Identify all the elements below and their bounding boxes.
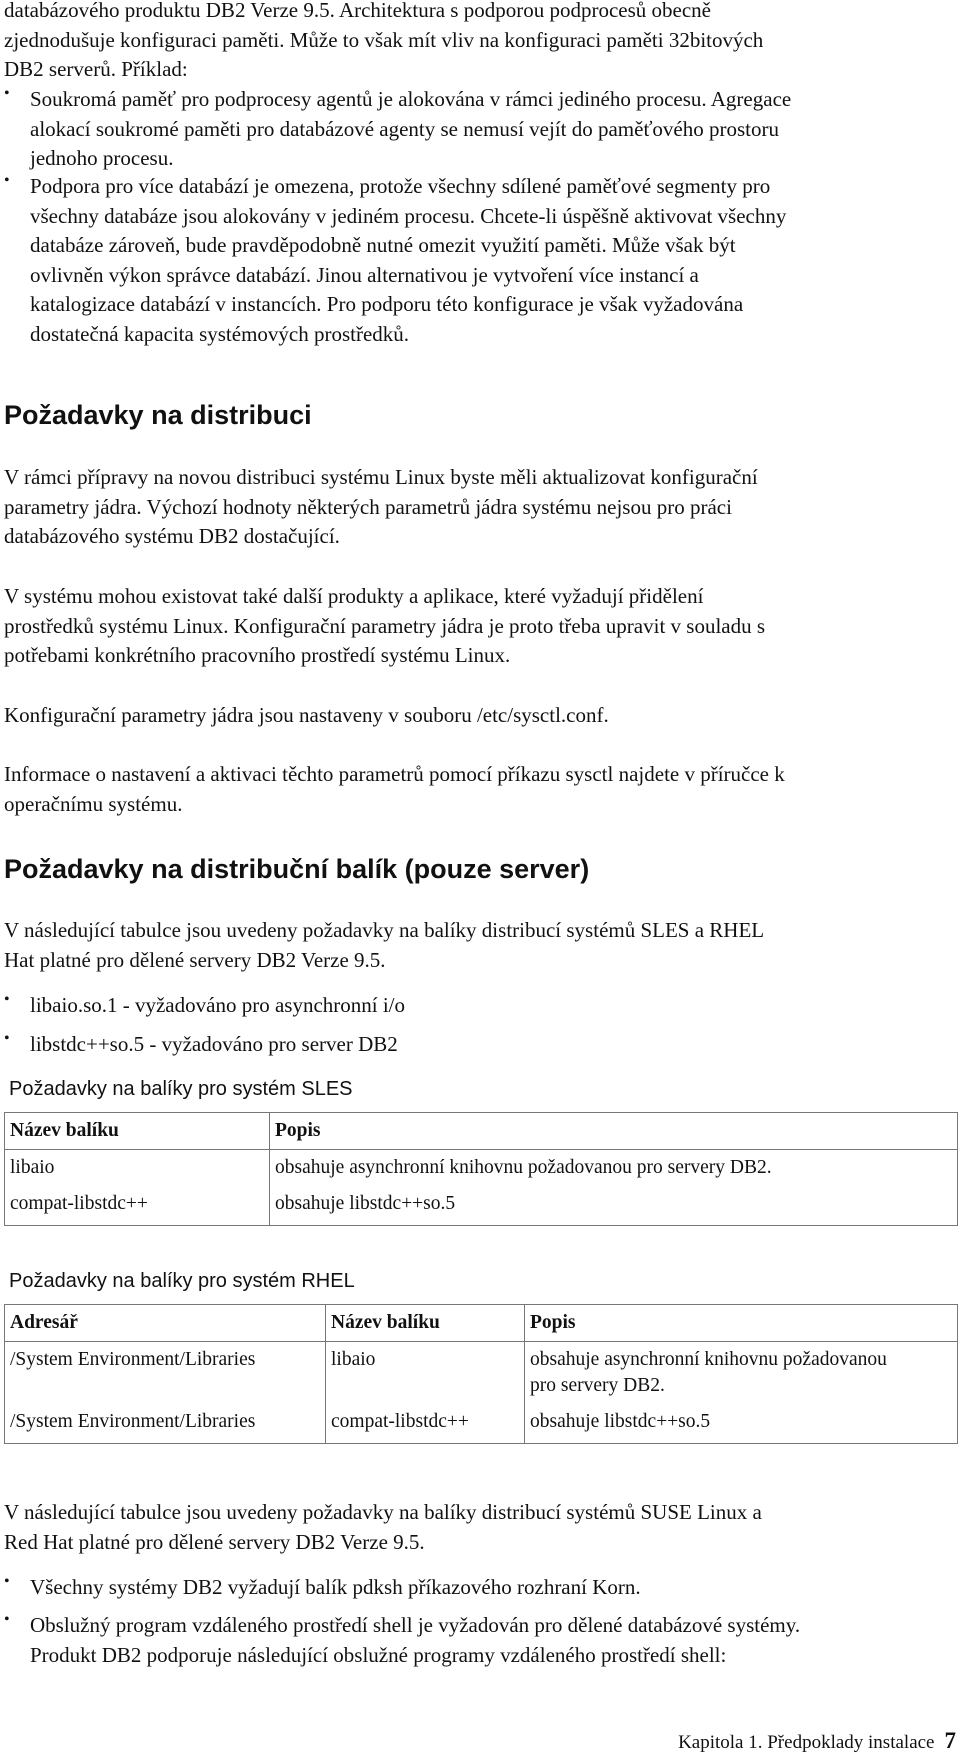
page-number: 7 [944,1728,956,1753]
intro-bullet-2 [4,172,956,349]
section3-bullet-2 [4,1611,956,1670]
bullet-line: databáze zároveň, bude pravděpodobně nutné omezit využití paměti. Může však být [30,233,736,257]
table-cell: libaio [326,1342,525,1405]
bullet-line: katalogizace databází v instancích. Pro podporu této konfigurace je však vyžadována [30,292,744,316]
section2-bullet-1 [4,991,956,1021]
bullet-line: • Všechny systémy DB2 vyžadují balík pdksh příkazového rozhraní Korn. [30,1575,641,1599]
intro-line: DB2 serverů. Příklad: [4,57,188,81]
bullet-line: alokací soukromé paměti pro databázové agenty se nemusí vejít do paměťového prostoru [30,116,779,141]
paragraph-line: potřebami konkrétního pracovního prostředí systému Linux. [4,643,511,667]
bullet-line: • libstdc++so.5 - vyžadováno pro server DB2 [30,1032,398,1056]
chapter-title: Kapitola 1. Předpoklady instalace [678,1732,935,1753]
bullet-line: Produkt DB2 podporuje následující obslužné programy vzdáleného prostředí shell: [30,1642,727,1667]
table-row [5,1342,958,1405]
bullet-line: všechny databáze jsou alokovány v jediném procesu. Chcete-li úspěšně aktivovat všechny [30,203,787,228]
intro-line: zjednodušuje konfiguraci paměti. Může to však mít vliv na konfiguraci paměti 32bitových [4,27,764,52]
intro-line: databázového produktu DB2 Verze 9.5. Architektura s podporou podprocesů obecně [4,0,711,22]
bullet-line: dostatečná kapacita systémových prostředků. [30,321,410,346]
section-heading: Požadavky na distribuční balík (pouze server) [4,854,590,884]
section1-paragraph-1 [4,463,956,552]
bullet-line: ovlivněn výkon správce databází. Jinou alternativou je vytvoření více instancí a [30,262,699,287]
table-row [5,1186,958,1226]
page-footer [678,1728,956,1754]
paragraph-line: prostředků systému Linux. Konfigurační parametry jádra je proto třeba upravit v souladu s [4,613,766,638]
section3-bullet-1 [4,1573,956,1603]
paragraph-line: Hat platné pro dělené servery DB2 Verze 9.5. [4,947,386,972]
table-cell: /System Environment/Libraries [5,1342,326,1405]
bullet-line: • libaio.so.1 - vyžadováno pro asynchronní i/o [30,993,406,1017]
bullet-line: jednoho procesu. [30,146,174,170]
table-header-cell: Adresář [5,1305,326,1342]
table-header-row [5,1305,958,1342]
section1-paragraph-4 [4,760,956,819]
table-header-cell: Název balíku [326,1305,525,1342]
table-cell: obsahuje libstdc++so.5 [270,1186,958,1226]
rhel-table [4,1304,958,1444]
paragraph-line: V následující tabulce jsou uvedeny požadavky na balíky distribucí systémů SLES a RHEL [4,918,765,942]
table-cell: compat-libstdc++ [326,1404,525,1444]
table-cell: libaio [5,1150,270,1187]
table-header-cell: Popis [525,1305,958,1342]
paragraph-line: operačnímu systému. [4,791,183,816]
table-cell: compat-libstdc++ [5,1186,270,1226]
section2-bullet-2 [4,1030,956,1060]
table-header-row [5,1113,958,1150]
rhel-table-caption: Požadavky na balíky pro systém RHEL [9,1270,355,1292]
table-cell: obsahuje asynchronní knihovnu požadovanou pro servery DB2. [270,1150,958,1187]
intro-paragraph [4,0,956,85]
paragraph-line: V systému mohou existovat také další produkty a aplikace, které vyžadují přidělení [4,584,704,608]
bullet-line: • Soukromá paměť pro podprocesy agentů je alokována v rámci jediného procesu. Agregace [30,87,792,111]
paragraph-line: V následující tabulce jsou uvedeny požadavky na balíky distribucí systémů SUSE Linux a [4,1500,762,1524]
table-row [5,1150,958,1187]
sles-table [4,1112,958,1226]
section-heading: Požadavky na distribuci [4,400,312,430]
section1-paragraph-2 [4,582,956,671]
paragraph-line: Red Hat platné pro dělené servery DB2 Verze 9.5. [4,1529,425,1554]
table-cell: /System Environment/Libraries [5,1404,326,1444]
table-header-cell: Popis [270,1113,958,1150]
table-cell: obsahuje libstdc++so.5 [525,1404,958,1444]
bullet-line: • Obslužný program vzdáleného prostředí shell je vyžadován pro dělené databázové systémy. [30,1613,801,1637]
paragraph-line: databázového systému DB2 dostačující. [4,524,340,548]
table-row [5,1404,958,1444]
section2-paragraph [4,916,956,975]
bullet-line: • Podpora pro více databází je omezena, protože všechny sdílené paměťové segmenty pro [30,174,771,198]
section3-paragraph [4,1498,956,1557]
paragraph-line: Informace o nastavení a aktivaci těchto parametrů pomocí příkazu sysctl najdete v příručce k [4,762,785,786]
cell-line: pro servery DB2. [530,1375,665,1396]
cell-line: obsahuje asynchronní knihovnu požadovanou [530,1349,887,1370]
section1-paragraph-3 [4,701,956,731]
table-cell [525,1342,958,1405]
paragraph-line: parametry jádra. Výchozí hodnoty některých parametrů jádra systému nejsou pro práci [4,494,732,519]
sles-table-caption: Požadavky na balíky pro systém SLES [9,1078,353,1100]
paragraph-line: Konfigurační parametry jádra jsou nastaveny v souboru /etc/sysctl.conf. [4,703,609,727]
intro-bullet-1 [4,85,956,174]
table-header-cell: Název balíku [5,1113,270,1150]
paragraph-line: V rámci přípravy na novou distribuci systému Linux byste měli aktualizovat konfigurační [4,465,758,489]
